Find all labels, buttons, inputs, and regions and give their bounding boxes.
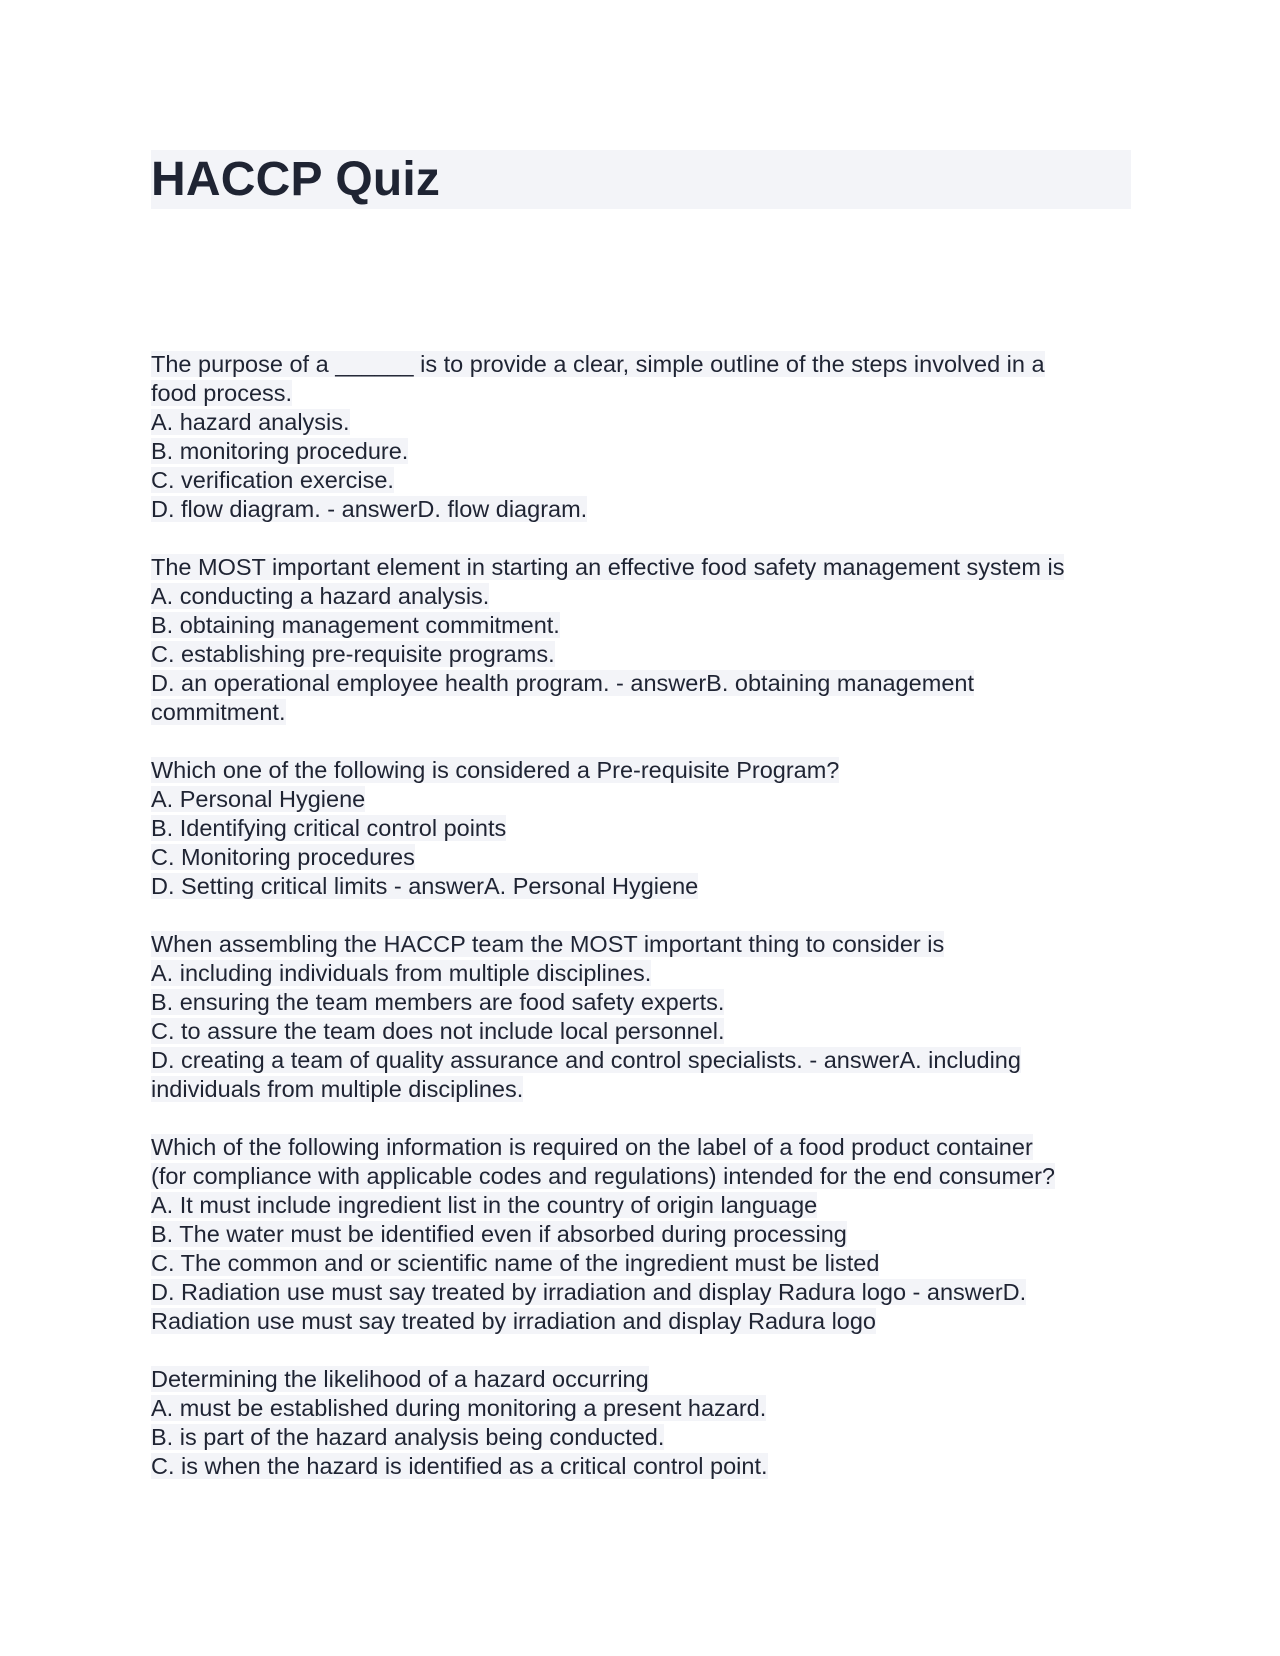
answer-option: B. ensuring the team members are food safety experts. [151, 989, 725, 1015]
title-band [151, 150, 1131, 209]
question-text: food process. [151, 380, 293, 406]
question-block [151, 930, 1131, 1104]
answer-option: B. obtaining management commitment. [151, 612, 560, 638]
answer-option: A. hazard analysis. [151, 409, 350, 435]
answer-option: B. The water must be identified even if absorbed during processing [151, 1221, 847, 1247]
answer-option: B. Identifying critical control points [151, 815, 507, 841]
answer-option: A. conducting a hazard analysis. [151, 583, 490, 609]
answer-option: B. is part of the hazard analysis being conducted. [151, 1424, 665, 1450]
question-text: The purpose of a ______ is to provide a clear, simple outline of the steps involved in a [151, 351, 1045, 377]
answer-option: C. verification exercise. [151, 467, 394, 493]
answer-option: individuals from multiple disciplines. [151, 1076, 524, 1102]
answer-option: A. must be established during monitoring a present hazard. [151, 1395, 767, 1421]
answer-option: commitment. [151, 699, 286, 725]
answer-option: A. It must include ingredient list in the country of origin language [151, 1192, 818, 1218]
answer-option: C. establishing pre-requisite programs. [151, 641, 555, 667]
answer-option: C. Monitoring procedures [151, 844, 415, 870]
question-text: Which one of the following is considered a Pre-requisite Program? [151, 757, 840, 783]
question-text: (for compliance with applicable codes and regulations) intended for the end consumer? [151, 1163, 1055, 1189]
answer-option: C. The common and or scientific name of the ingredient must be listed [151, 1250, 880, 1276]
answer-option: C. to assure the team does not include local personnel. [151, 1018, 725, 1044]
page-title: HACCP Quiz [151, 153, 441, 206]
answer-option: D. an operational employee health program. - answerB. obtaining management [151, 670, 974, 696]
answer-option: A. including individuals from multiple disciplines. [151, 960, 652, 986]
answer-option: D. creating a team of quality assurance and control specialists. - answerA. including [151, 1047, 1021, 1073]
question-text: Determining the likelihood of a hazard occurring [151, 1366, 649, 1392]
answer-option: D. Setting critical limits - answerA. Personal Hygiene [151, 873, 699, 899]
question-block [151, 553, 1131, 727]
document-page [151, 150, 1131, 1479]
answer-option: D. Radiation use must say treated by irradiation and display Radura logo - answerD. [151, 1279, 1027, 1305]
answer-option: B. monitoring procedure. [151, 438, 409, 464]
answer-option: Radiation use must say treated by irradiation and display Radura logo [151, 1308, 877, 1334]
question-text: The MOST important element in starting an effective food safety management system is [151, 554, 1065, 580]
answer-option: A. Personal Hygiene [151, 786, 366, 812]
question-block [151, 1133, 1131, 1336]
question-block [151, 350, 1131, 524]
question-text: When assembling the HACCP team the MOST important thing to consider is [151, 931, 945, 957]
question-text: Which of the following information is required on the label of a food product container [151, 1134, 1033, 1160]
question-list [151, 350, 1131, 1510]
answer-option: C. is when the hazard is identified as a critical control point. [151, 1453, 768, 1479]
question-block [151, 756, 1131, 901]
question-block [151, 1365, 1131, 1481]
answer-option: D. flow diagram. - answerD. flow diagram. [151, 496, 588, 522]
